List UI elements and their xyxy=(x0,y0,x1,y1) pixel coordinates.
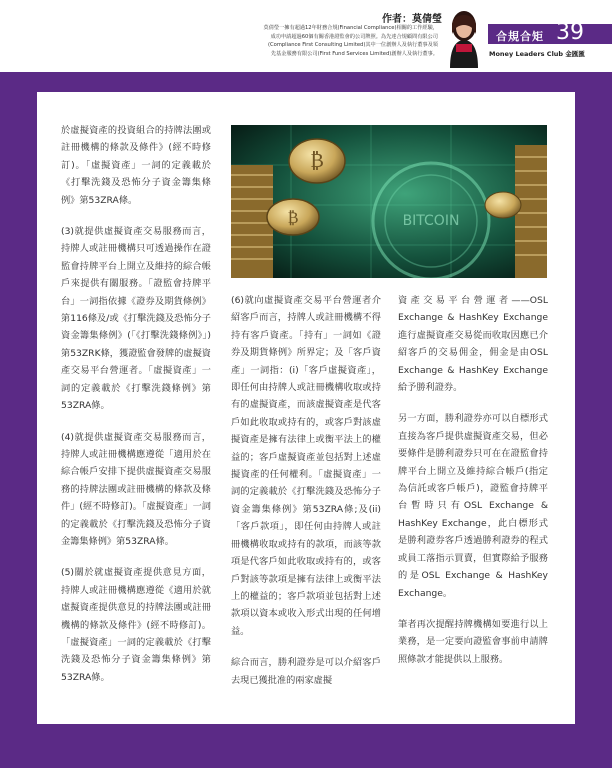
section-title: 合規合矩 xyxy=(496,30,544,43)
paragraph: 資產交易平台營運者——OSL Exchange & HashKey Exchange進行虛擬資產交易從而收取因應已介紹客戶的交易佣金，佣金是由OSL Exchange & HashKey Exchange給予勝利證券。 xyxy=(398,295,548,394)
section-badge xyxy=(488,20,612,45)
coin-text: BITCOIN xyxy=(402,213,460,229)
paragraph: 於虛擬資產的投資組合的持牌法團或註冊機構的條款及條件》(經不時修訂)。「虛擬資產」一詞的定義載於《打擊洗錢及恐怖分子資金籌集條例》第53ZRA條。 xyxy=(61,125,211,206)
page-header xyxy=(0,0,612,72)
paragraph: 綜合而言，勝利證券是可以介紹客戶去現已獲批准的兩家虛擬 xyxy=(231,657,381,686)
author-bio: 莫倩瑩一擁有超過12年財務合規(Financial Compliance)相關的工作經驗， 成功申請超過60個有關香港證監會的公司牌照。為先達合規顧問有限公司 (Compliance First Consulting Limited)其中一位創辦人及執行董事及領 先基金服務有限公司(First Fund Services Limited)創辦人及執行董事。 xyxy=(263,25,438,57)
article-column-1 xyxy=(61,122,211,700)
svg-text:₿: ₿ xyxy=(310,148,324,172)
page-number: 39 xyxy=(556,20,584,45)
bitcoin-photo xyxy=(231,125,547,278)
paragraph: 筆者再次提醒持牌機構如要進行以上業務，是一定要向證監會事前申請牌照條款才能提供以上服務。 xyxy=(398,618,548,665)
paragraph: (3)就提供虛擬資產交易服務而言，持牌人或註冊機構只可透過操作在證監會持牌平台上開立及維持的綜合帳戶來提供有關服務。「證監會持牌平台」一詞指依據《證券及期貨條例》第116條及/或《打擊洗錢及恐怖分子資金籌集條例》(「《打擊洗錢條例》」)第53ZRK條，獲證監會發牌的虛擬資產交易平台營運者。「虛擬資產」一詞的定義載於《打擊洗錢條例》第53ZRA條。 xyxy=(61,226,211,412)
paragraph: (6)就向虛擬資產交易平台營運者介紹客戶而言，持牌人或註冊機構不得持有客戶資產。「持有」一詞如《證券及期貨條例》所界定；及「客戶資產」一詞指：(i)「客戶虛擬資產」，即任何由持牌人或註冊機構收取或持有的虛擬資產，而該虛擬資產是代客戶如此收取或持有的，或客戶對該虛擬資產是擁有法律上或衡平法上的權益的；客戶虛擬資產並包括對上述虛擬資產的任何權利。「虛擬資產」一詞的定義載於《打擊洗錢及恐怖分子資金籌集條例》第53ZRA條;及(ii)「客戶款項」，即任何由持牌人或註冊機構收取或持有的款項，而該等款項是代客戶如此收取或持有的，或客戶對該等款項是擁有法律上或衡平法上的權益的；客戶款項並包括對上述款項以資本或收入形式出現的任何增益。 xyxy=(231,295,381,637)
article-panel xyxy=(37,92,575,724)
article-frame xyxy=(0,72,612,768)
author-photo xyxy=(444,4,484,68)
svg-text:₿: ₿ xyxy=(287,208,299,227)
magazine-name: Money Leaders Club 金匯匯 xyxy=(489,50,585,58)
article-column-2 xyxy=(231,292,381,703)
paragraph: (5)關於就虛擬資產提供意見方面，持牌人或註冊機構應遵從《適用於就虛擬資產提供意見的持牌法團或註冊機構的條款及條件》(經不時修訂)。「虛擬資產」一詞的定義載於《打擊洗錢及恐怖分子資金籌集條例》第53ZRA條。 xyxy=(61,567,211,683)
author-name: 作者：莫倩瑩 xyxy=(382,14,442,25)
paragraph: (4)就提供虛擬資產交易服務而言，持牌人或註冊機構應遵從「適用於在綜合帳戶安排下提供虛擬資產交易服務的持牌法團或註冊機構的條款及條件」(經不時修訂)。「虛擬資產」一詞的定義載於《打擊洗錢及恐怖分子資金籌集條例》第53ZRA條。 xyxy=(61,431,211,547)
article-column-3 xyxy=(398,292,548,682)
paragraph: 另一方面，勝利證券亦可以自標形式直接為客戶提供虛擬資產交易，但必要條件是勝利證券只可在在證監會持牌平台上開立及維持綜合帳戶(指定為信託或客戶帳戶)，證監會持牌平台暫時只有OSL Exchange & HashKey Exchange，此白標形式是勝利證券客戶透過勝利證券的程式或員工落指示買賣，但實際給予服務的是OSL Exchange & HashKey Exchange。 xyxy=(398,413,548,599)
